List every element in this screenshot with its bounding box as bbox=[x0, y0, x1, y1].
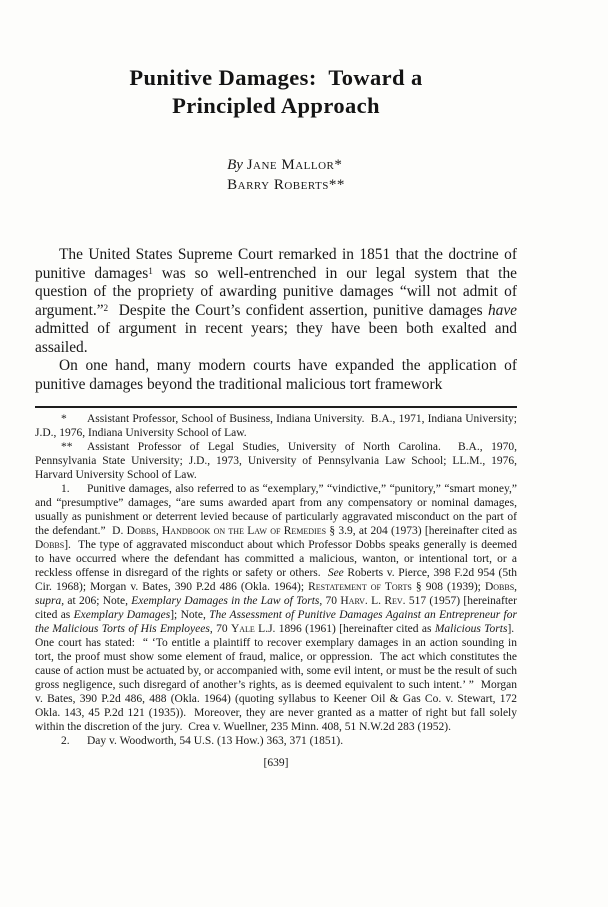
article-title-line-2: Principled Approach bbox=[172, 93, 380, 118]
text-run: ]. One court has stated: “ ‘To entitle a plaintiff to recover exemplary damages in an action sounding in tort, the proof must show some element of fraud, malice, or oppression. The act which constitutes the cause of action must be actuated by, or accompanied with, some evil intent, or must be the result of such gross negligence, such disregard of another’s rights, as is deemed equivalent to such intent.’ ” Morgan v. Bates, 390 P.2d 486, 488 (Okla. 1964) (quoting syllabus to Keener Oil & Gas Co. v. Stewart, 172 Okla. 143, 45 P.2d 121 (1935)). Moreover, they are never granted as a matter of right but fall solely within the discretion of the jury. Crea v. Wuellner, 235 Minn. 408, 51 N.W.2d 283 (1952). bbox=[35, 623, 518, 733]
text-run: Day v. Woodworth, 54 U.S. (13 How.) 363, 371 (1851). bbox=[87, 735, 344, 747]
text-run: On one hand, many modern courts have expanded the application of punitive damages beyond the traditional malicious tort framework bbox=[35, 357, 517, 393]
footnote-text bbox=[87, 735, 343, 747]
byline bbox=[45, 155, 527, 195]
text-run: 2 bbox=[103, 302, 109, 313]
text-run: The United States Supreme Court remarked in 1851 that the doctrine of punitive damages bbox=[35, 246, 517, 282]
text-run: Assistant Professor of Legal Studies, University of North Carolina. B.A., 1970, Pennsylvania State University; J.D., 1973, University of Pennsylvania Law School; LL.M., 1976, Harvard University School of Law. bbox=[35, 441, 517, 481]
text-run: Roberts v. Pierce, 398 F.2d 954 (5th Cir. 1968); Morgan v. Bates, 390 P.2d 486 (Okla. 1964); bbox=[35, 567, 518, 593]
text-run: Dobbs bbox=[484, 581, 515, 593]
text-run: The Assessment of Punitive Damages Against an Entrepreneur for the Malicious Torts of His Employees bbox=[35, 609, 517, 635]
text-run: 1 bbox=[148, 265, 153, 276]
footnote-text bbox=[35, 441, 517, 481]
text-run: ]; Note, bbox=[170, 609, 210, 621]
footnote-text bbox=[35, 413, 517, 439]
page-content bbox=[35, 64, 517, 769]
footnote-marker: 2. bbox=[61, 735, 70, 747]
text-run: Exemplary Damages in the Law of Torts bbox=[131, 595, 320, 607]
text-run: ]. The type of aggravated misconduct about which Professor Dobbs speaks generally is deemed to have occurred where the defendant has committed a malicious, wanton, or intentional tort, or a reckless offense in disregard of the rights or safety or others. bbox=[35, 539, 517, 579]
footnote-2 bbox=[35, 734, 517, 748]
text-run: See bbox=[327, 567, 344, 579]
text-run: , at 206; Note, bbox=[61, 595, 132, 607]
text-run: , 70 bbox=[209, 623, 231, 635]
footnotes-section bbox=[35, 412, 517, 748]
footnote-1 bbox=[35, 482, 517, 734]
text-run: Dobbs, Handbook on the Law of Remedies bbox=[126, 525, 327, 537]
text-run: Yale bbox=[230, 623, 255, 635]
text-run: Restatement of Torts bbox=[308, 581, 412, 593]
text-run: L.J. 1896 (1961) [hereinafter cited as bbox=[254, 623, 435, 635]
author-name-2: Barry Roberts** bbox=[227, 177, 345, 193]
text-run: , 70 bbox=[319, 595, 341, 607]
text-run: supra bbox=[35, 595, 62, 607]
author-name-1: Jane Mallor* bbox=[246, 157, 343, 173]
article-body bbox=[35, 246, 517, 394]
body-paragraph-1 bbox=[35, 246, 517, 357]
text-run: Dobbs bbox=[35, 539, 65, 551]
footnote-marker: ** bbox=[61, 441, 73, 453]
footnote-marker: 1. bbox=[61, 483, 70, 495]
body-paragraph-2 bbox=[35, 357, 517, 394]
byline-block bbox=[227, 155, 345, 195]
text-run: Harv. L. Rev. bbox=[340, 595, 406, 607]
byline-by-label: By bbox=[227, 157, 243, 173]
text-run: Punitive damages, also referred to as “exemplary,” “vindictive,” “punitory,” “smart money,” and “presumptive” damages, “are sums awarded apart from any compensatory or nominal damages, usually as punishment or deterrent levied because of particularly aggravated misconduct on the part of the defendant.” D. bbox=[35, 483, 517, 537]
text-run: § 908 (1939); bbox=[411, 581, 485, 593]
footnote-text bbox=[35, 483, 517, 733]
text-run: Assistant Professor, School of Business, Indiana University. B.A., 1971, Indiana University; J.D., 1976, Indiana University School of Law. bbox=[35, 413, 517, 439]
footnote-author-2 bbox=[35, 440, 517, 482]
article-title-line-1: Punitive Damages: Toward a bbox=[129, 65, 423, 90]
footnote-author-1 bbox=[35, 412, 517, 440]
footnote-marker: * bbox=[61, 413, 67, 425]
article-title bbox=[35, 64, 517, 120]
page-number: [639] bbox=[263, 757, 289, 769]
text-run: 517 (1957) [hereinafter cited as bbox=[35, 595, 517, 621]
byline-line-2 bbox=[227, 175, 345, 195]
text-run: , bbox=[514, 581, 518, 593]
text-run: admitted of argument in recent years; they have been both exalted and assailed. bbox=[35, 320, 517, 356]
footnote-divider-rule bbox=[35, 406, 517, 408]
text-run: Despite the Court’s confident assertion, punitive damages bbox=[108, 301, 488, 319]
text-run: § 3.9, at 204 (1973) [hereinafter cited as bbox=[326, 525, 517, 537]
byline-line-1 bbox=[227, 155, 345, 175]
text-run: Malicious Torts bbox=[434, 623, 508, 635]
text-run: have bbox=[487, 301, 517, 319]
text-run: was so well-entrenched in our legal system that the question of the propriety of awarding punitive damages “will not admit of argument.” bbox=[35, 264, 517, 319]
text-run: Exemplary Damages bbox=[73, 609, 171, 621]
